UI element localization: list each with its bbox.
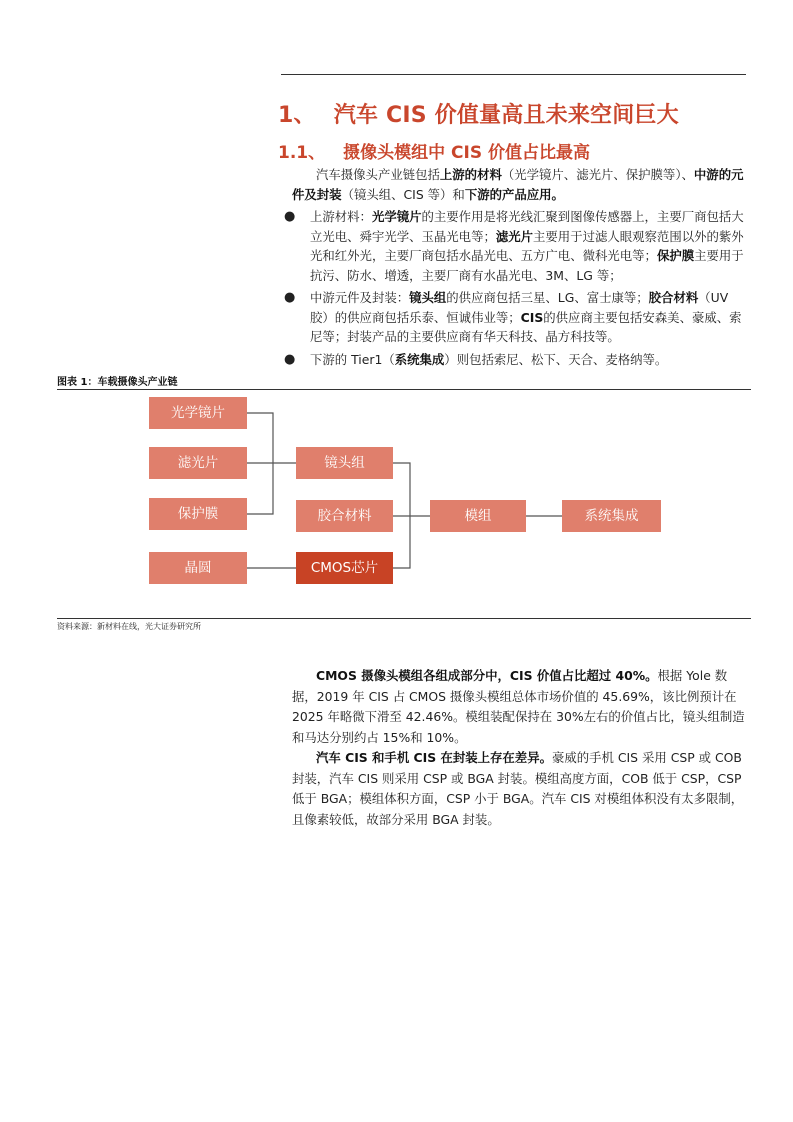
intro-text-3: （镜头组、CIS 等）和 (341, 187, 465, 202)
intro-paragraph (292, 165, 746, 205)
header-rule (281, 74, 746, 75)
subsection-title: 摄像头模组中 CIS 价值占比最高 (343, 143, 591, 163)
subsection-heading (278, 138, 590, 163)
bullet-dot-icon: ● (284, 209, 296, 224)
bullet-text: 的供应商主要包括安森美、豪威、索尼等；封装产品的主要供应商有华天科技、晶方科技等。 (310, 309, 742, 344)
bullet-bold: 系统集成 (394, 351, 445, 367)
figure-source: 资料来源：新材料在线，光大证券研究所 (57, 622, 201, 631)
bullet-text: 上游材料： (310, 209, 372, 224)
bullet-text: 下游的 Tier1（ (310, 351, 395, 367)
bullet-bold: 保护膜 (656, 248, 695, 263)
box-cmos-chip: CMOS芯片 (296, 552, 393, 584)
intro-bold-1: 上游的材料 (439, 167, 502, 182)
bullet-text: ）则包括索尼、松下、天合、麦格纳等。 (444, 351, 668, 367)
bullet-text: 的主要作用是将光线汇聚到图像传感器上，主要厂商包括大立光电、舜宇光学、玉晶光电等； (310, 209, 744, 244)
box-wafer: 晶圆 (149, 552, 247, 584)
para1-bold: CMOS 摄像头模组各组成部分中，CIS 价值占比超过 40%。 (316, 668, 658, 683)
connector-optical-lens (247, 413, 273, 463)
subsection-number: 1.1、 (278, 143, 326, 163)
box-protective-film: 保护膜 (149, 498, 247, 530)
bullet-dot-icon: ● (284, 290, 296, 305)
bullet-bold: 滤光片 (495, 228, 534, 244)
section-number: 1、 (278, 103, 316, 128)
connector-protective-film (247, 463, 273, 514)
section-heading (278, 98, 679, 129)
figure-top-rule (57, 389, 751, 390)
connector-lens-group (393, 463, 410, 516)
box-lens-group: 镜头组 (296, 447, 393, 479)
bullet-text: 的供应商包括三星、LG、富士康等； (446, 290, 649, 305)
bullet-dot-icon: ● (284, 351, 296, 367)
bullet-midstream (282, 288, 746, 347)
bullet-bold: 光学镜片 (371, 209, 422, 224)
box-system-integration: 系统集成 (562, 500, 661, 532)
box-module: 模组 (430, 500, 526, 532)
paragraph-cis-packaging (292, 748, 746, 830)
intro-text-2: （光学镜片、滤光片、保护膜等）、 (501, 167, 694, 182)
intro-bold-3: 下游的产品应用。 (464, 187, 564, 202)
box-filter: 滤光片 (149, 447, 247, 479)
para2-text: 豪威的手机 CIS 采用 CSP 或 COB 封装，汽车 CIS 则采用 CSP 或 BGA 封装。模组高度方面，COB 低于 CSP，CSP 低于 BGA；模组体积方面，CSP 小于 BGA。汽车 CIS 对模组体积没有太多限制，且像素较低，故部分采用 BGA 封装。 (292, 750, 744, 827)
intro-bold-2: 中游的元件及封装 (292, 167, 744, 202)
bullet-list (282, 207, 746, 372)
para1-text: 根据 Yole 数据，2019 年 CIS 占 CMOS 摄像头模组总体市场价值的 45.69%，该比例预计在 2025 年略微下滑至 42.46%。模组装配保持在 30%左右的价值占比，镜头组制造和马达分别约占 15%和 10%。 (292, 668, 745, 745)
bullet-text: 主要用于过滤人眼观察范围以外的紫外光和红外光，主要厂商包括水晶光电、五方广电、微科光电等； (310, 228, 744, 263)
bullet-bold: CIS (520, 309, 544, 325)
bullet-bold: 镜头组 (409, 290, 447, 305)
bullet-upstream (282, 207, 746, 285)
figure-caption: 图表 1：车载摄像头产业链 (57, 377, 178, 388)
intro-text-1: 汽车摄像头产业链包括 (316, 167, 440, 182)
para2-bold: 汽车 CIS 和手机 CIS 在封装上存在差异。 (316, 750, 552, 765)
box-optical-lens: 光学镜片 (149, 397, 247, 429)
box-adhesive: 胶合材料 (296, 500, 393, 532)
connector-cmos-chip (393, 516, 410, 568)
bullet-text: （UV 胶）的供应商包括乐泰、恒诚伟业等； (310, 290, 729, 325)
section-title: 汽车 CIS 价值量高且未来空间巨大 (333, 103, 679, 128)
paragraph-cis-value (292, 666, 746, 748)
bullet-text: 中游元件及封装： (310, 290, 410, 305)
bullet-downstream (282, 350, 746, 370)
bullet-text: 主要用于抗污、防水、增透，主要厂商有水晶光电、3M、LG 等； (310, 248, 744, 283)
bullet-bold: 胶合材料 (648, 290, 699, 305)
figure-bottom-rule (57, 618, 751, 619)
